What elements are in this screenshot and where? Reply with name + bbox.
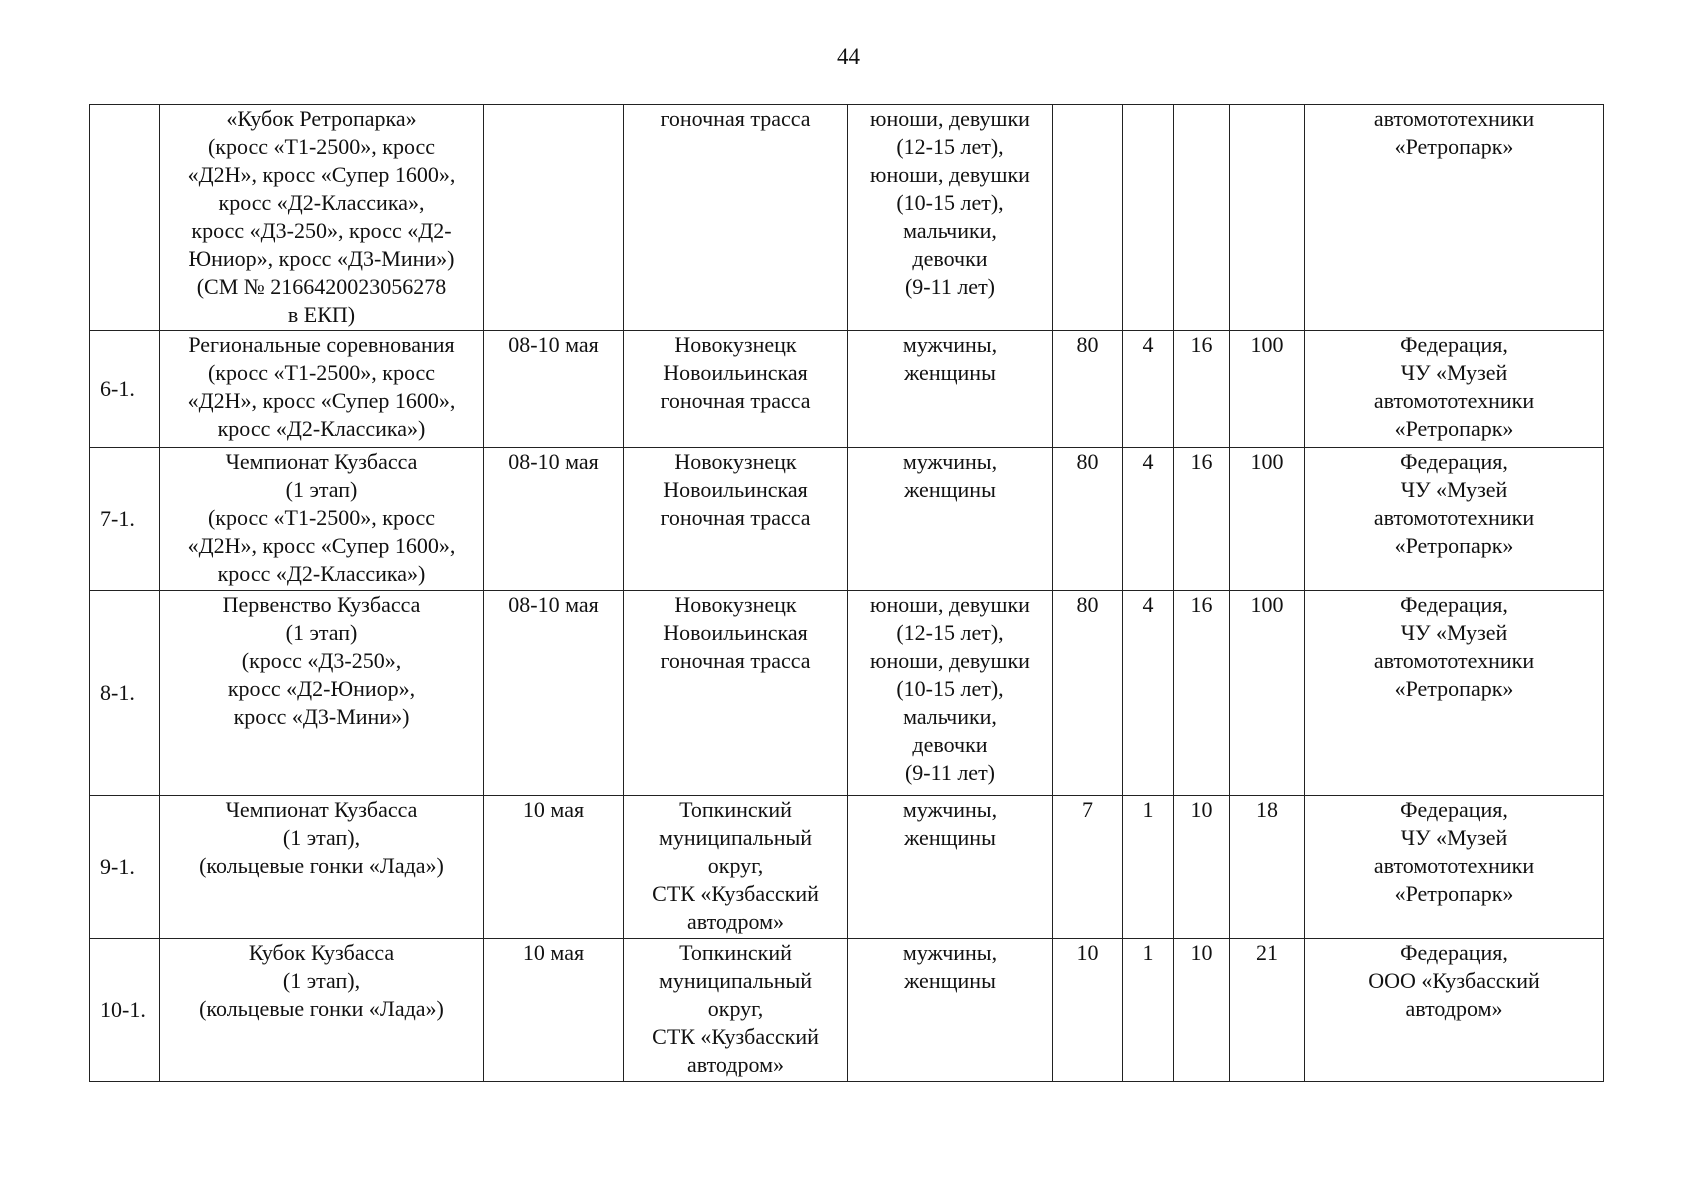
count-1: 80 (1053, 591, 1123, 796)
count-3: 16 (1174, 448, 1230, 591)
table-row (90, 331, 1604, 448)
count-3 (1174, 105, 1230, 331)
event-date: 10 мая (484, 796, 624, 939)
count-2 (1123, 105, 1174, 331)
event-name: Первенство Кузбасса (1 этап) (кросс «Д3-250», кросс «Д2-Юниор», кросс «Д3-Мини») (160, 591, 484, 796)
count-3: 16 (1174, 331, 1230, 448)
count-2: 1 (1123, 796, 1174, 939)
count-3: 10 (1174, 939, 1230, 1082)
count-total: 100 (1230, 331, 1305, 448)
row-number: 10-1. (90, 939, 160, 1082)
table-row (90, 105, 1604, 331)
event-place: Топкинский муниципальный округ, СТК «Кузбасский автодром» (624, 796, 848, 939)
row-number (90, 105, 160, 331)
row-number: 6-1. (90, 331, 160, 448)
event-date: 08-10 мая (484, 331, 624, 448)
table-row (90, 591, 1604, 796)
count-total: 100 (1230, 591, 1305, 796)
event-date: 10 мая (484, 939, 624, 1082)
count-2: 4 (1123, 591, 1174, 796)
event-place: Новокузнецк Новоильинская гоночная трасса (624, 591, 848, 796)
participants: юноши, девушки (12-15 лет), юноши, девушки (10-15 лет), мальчики, девочки (9-11 лет) (848, 105, 1053, 331)
row-number: 9-1. (90, 796, 160, 939)
count-1: 80 (1053, 331, 1123, 448)
count-total (1230, 105, 1305, 331)
count-1: 10 (1053, 939, 1123, 1082)
table-row (90, 796, 1604, 939)
event-name: Чемпионат Кузбасса (1 этап), (кольцевые гонки «Лада») (160, 796, 484, 939)
table-row (90, 448, 1604, 591)
row-number: 8-1. (90, 591, 160, 796)
participants: юноши, девушки (12-15 лет), юноши, девушки (10-15 лет), мальчики, девочки (9-11 лет) (848, 591, 1053, 796)
organizer: Федерация, ЧУ «Музей автомототехники «Ретропарк» (1305, 448, 1604, 591)
organizer: Федерация, ООО «Кузбасский автодром» (1305, 939, 1604, 1082)
events-table (89, 104, 1604, 1082)
row-number: 7-1. (90, 448, 160, 591)
event-date: 08-10 мая (484, 448, 624, 591)
count-1: 7 (1053, 796, 1123, 939)
organizer: Федерация, ЧУ «Музей автомототехники «Ретропарк» (1305, 591, 1604, 796)
count-total: 18 (1230, 796, 1305, 939)
count-2: 4 (1123, 331, 1174, 448)
event-place: Новокузнецк Новоильинская гоночная трасса (624, 448, 848, 591)
participants: мужчины, женщины (848, 939, 1053, 1082)
organizer: автомототехники «Ретропарк» (1305, 105, 1604, 331)
count-total: 21 (1230, 939, 1305, 1082)
event-place: Топкинский муниципальный округ, СТК «Кузбасский автодром» (624, 939, 848, 1082)
count-2: 1 (1123, 939, 1174, 1082)
event-name: «Кубок Ретропарка» (кросс «Т1-2500», кросс «Д2Н», кросс «Супер 1600», кросс «Д2-Классика», кросс «Д3-250», кросс «Д2- Юниор», кросс «Д3-Мини») (СМ № 2166420023056278 в ЕКП) (160, 105, 484, 331)
event-date: 08-10 мая (484, 591, 624, 796)
count-1 (1053, 105, 1123, 331)
organizer: Федерация, ЧУ «Музей автомототехники «Ретропарк» (1305, 796, 1604, 939)
count-3: 10 (1174, 796, 1230, 939)
page-number: 44 (837, 44, 860, 69)
table-row (90, 939, 1604, 1082)
count-total: 100 (1230, 448, 1305, 591)
event-name: Региональные соревнования (кросс «Т1-2500», кросс «Д2Н», кросс «Супер 1600», кросс «Д2-Классика») (160, 331, 484, 448)
count-2: 4 (1123, 448, 1174, 591)
event-date (484, 105, 624, 331)
organizer: Федерация, ЧУ «Музей автомототехники «Ретропарк» (1305, 331, 1604, 448)
event-name: Чемпионат Кузбасса (1 этап) (кросс «Т1-2500», кросс «Д2Н», кросс «Супер 1600», кросс «Д2-Классика») (160, 448, 484, 591)
event-place: гоночная трасса (624, 105, 848, 331)
participants: мужчины, женщины (848, 448, 1053, 591)
participants: мужчины, женщины (848, 796, 1053, 939)
event-place: Новокузнецк Новоильинская гоночная трасса (624, 331, 848, 448)
count-3: 16 (1174, 591, 1230, 796)
participants: мужчины, женщины (848, 331, 1053, 448)
event-name: Кубок Кузбасса (1 этап), (кольцевые гонки «Лада») (160, 939, 484, 1082)
count-1: 80 (1053, 448, 1123, 591)
